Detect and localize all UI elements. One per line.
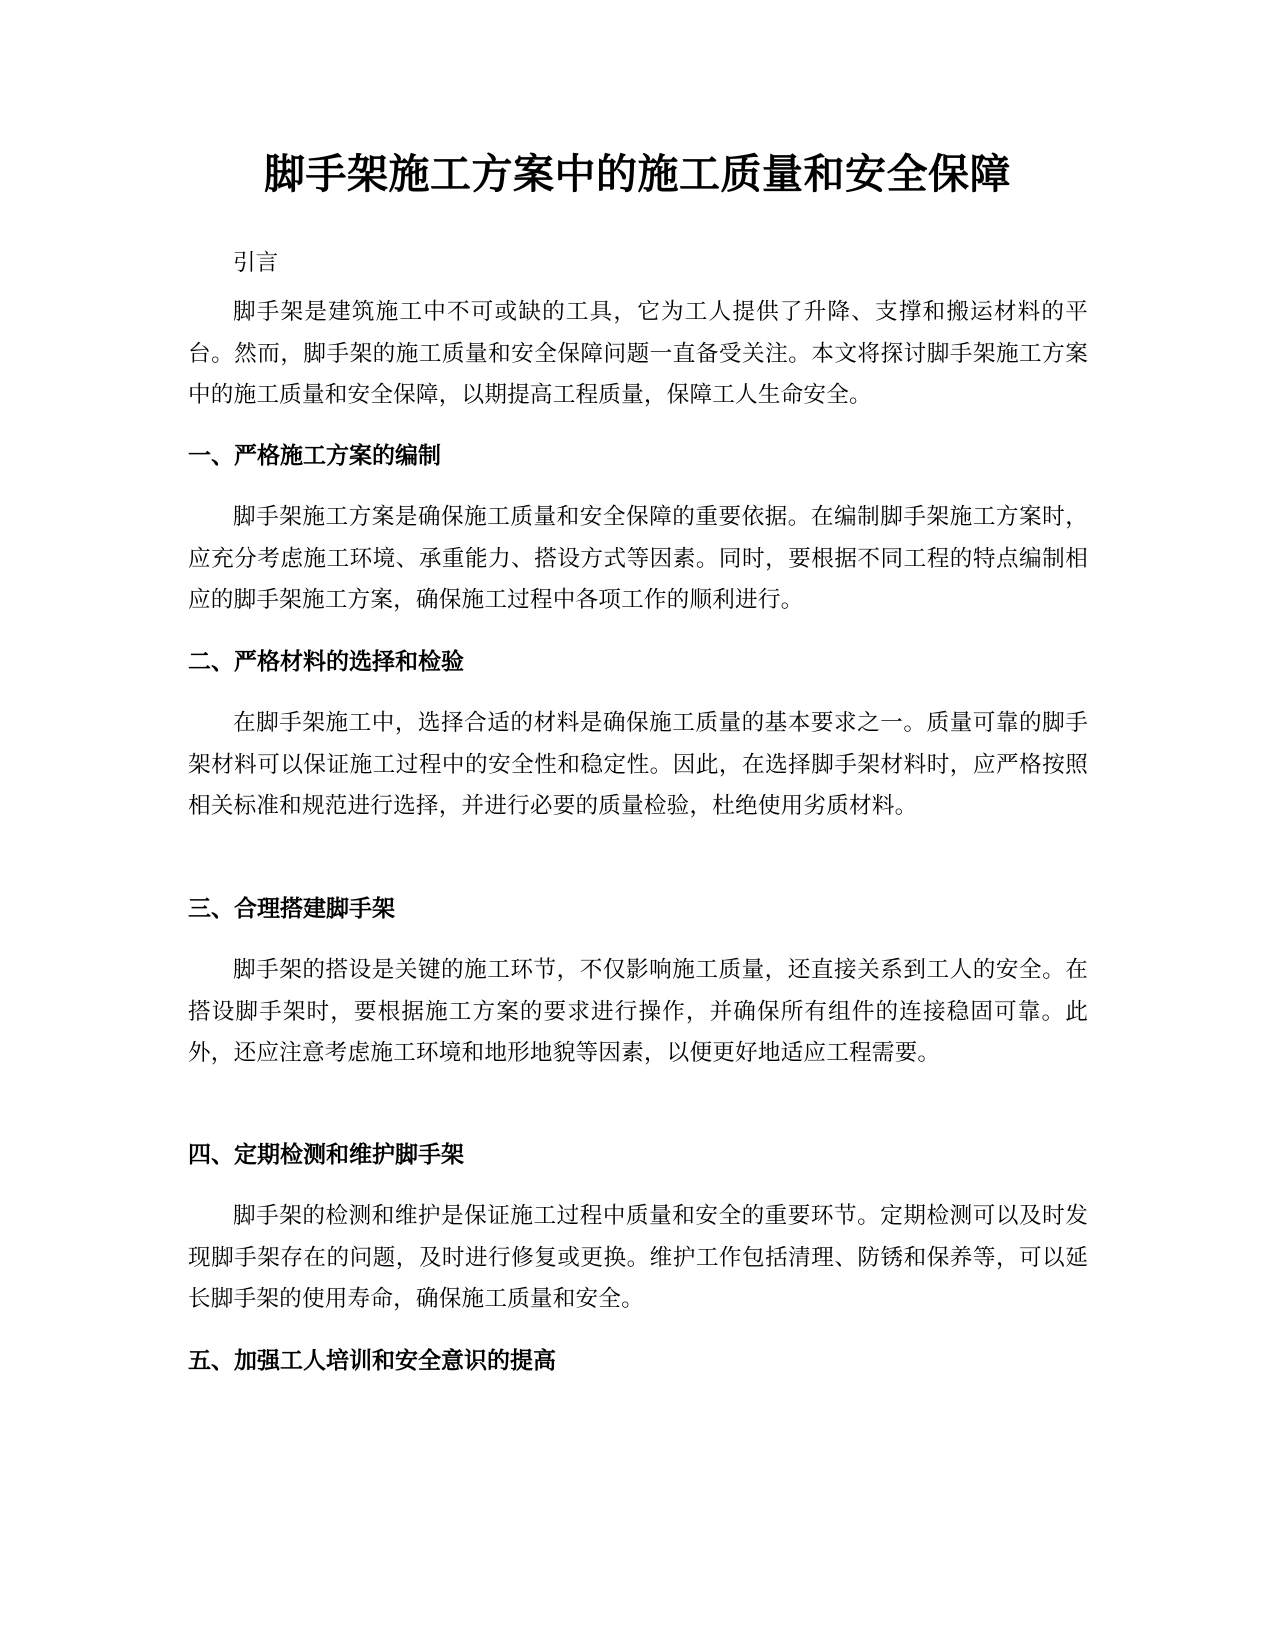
section-heading-3: 三、合理搭建脚手架 xyxy=(188,896,395,922)
section-heading-4: 四、定期检测和维护脚手架 xyxy=(188,1142,464,1168)
section-heading-5: 五、加强工人培训和安全意识的提高 xyxy=(188,1348,556,1374)
section-paragraph-3: 脚手架的搭设是关键的施工环节，不仅影响施工质量，还直接关系到工人的安全。在搭设脚手架时，要根据施工方案的要求进行操作，并确保所有组件的连接稳固可靠。此外，还应注意考虑施工环境和地形地貌等因素，以便更好地适应工程需要。 xyxy=(188,957,1088,1066)
intro-paragraph: 脚手架是建筑施工中不可或缺的工具，它为工人提供了升降、支撑和搬运材料的平台。然而，脚手架的施工质量和安全保障问题一直备受关注。本文将探讨脚手架施工方案中的施工质量和安全保障，以期提高工程质量，保障工人生命安全。 xyxy=(188,299,1088,408)
section-heading-2: 二、严格材料的选择和检验 xyxy=(188,649,464,675)
section-paragraph-4: 脚手架的检测和维护是保证施工过程中质量和安全的重要环节。定期检测可以及时发现脚手架存在的问题，及时进行修复或更换。维护工作包括清理、防锈和保养等，可以延长脚手架的使用寿命，确保施工质量和安全。 xyxy=(188,1203,1088,1312)
section-paragraph-2: 在脚手架施工中，选择合适的材料是确保施工质量的基本要求之一。质量可靠的脚手架材料可以保证施工过程中的安全性和稳定性。因此，在选择脚手架材料时，应严格按照相关标准和规范进行选择，并进行必要的质量检验，杜绝使用劣质材料。 xyxy=(188,710,1088,819)
intro-label: 引言 xyxy=(233,250,279,276)
section-heading-1: 一、严格施工方案的编制 xyxy=(188,443,441,469)
document-title: 脚手架施工方案中的施工质量和安全保障 xyxy=(264,150,1011,198)
section-paragraph-1: 脚手架施工方案是确保施工质量和安全保障的重要依据。在编制脚手架施工方案时，应充分考虑施工环境、承重能力、搭设方式等因素。同时，要根据不同工程的特点编制相应的脚手架施工方案，确保施工过程中各项工作的顺利进行。 xyxy=(188,504,1088,613)
